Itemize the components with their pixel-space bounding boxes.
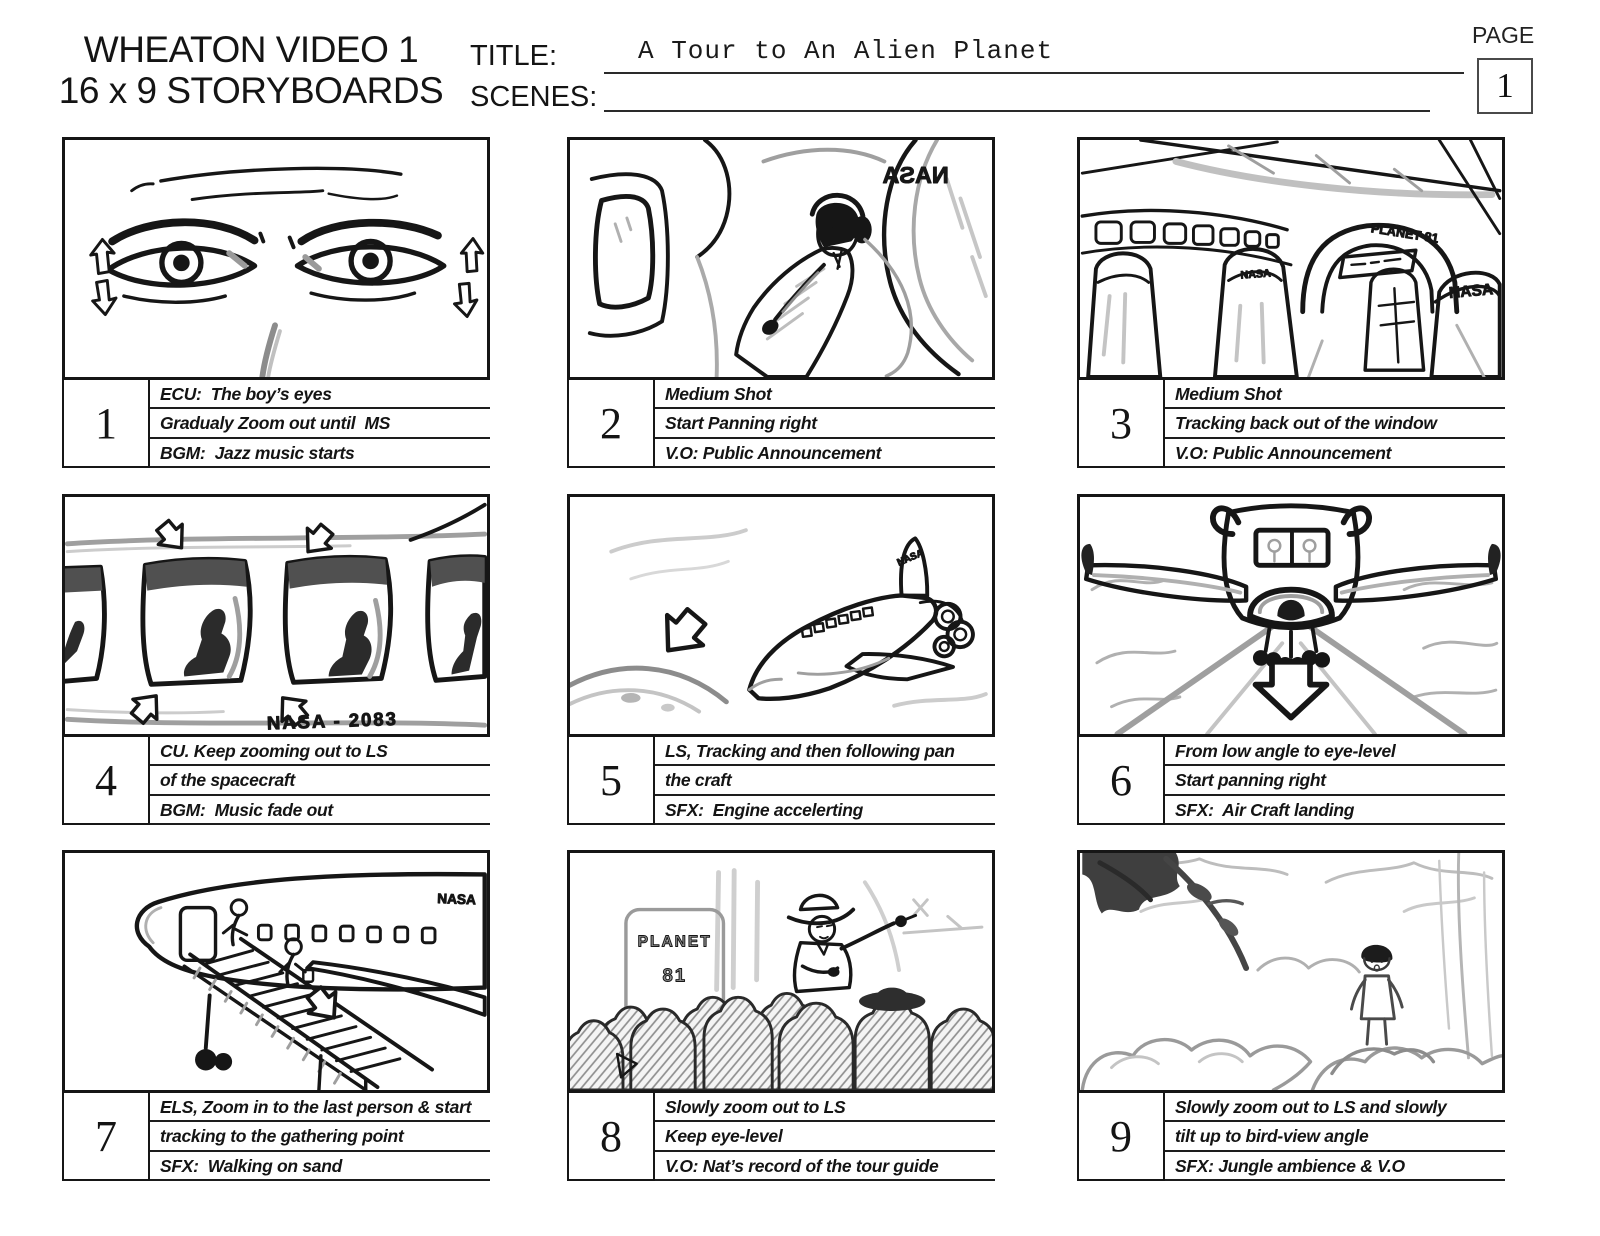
planet-arch-label: PLANET 81: [1369, 221, 1440, 246]
caption-line: Medium Shot: [1165, 380, 1505, 409]
panel-number: 1: [62, 380, 150, 468]
brand-line-2: 16 x 9 STORYBOARDS: [58, 69, 444, 111]
page-number-box: [1477, 58, 1533, 114]
sketch-frame-6: [1077, 494, 1505, 737]
scenes-label: SCENES:: [470, 81, 598, 113]
caption-line: Start panning right: [1165, 766, 1505, 795]
caption-2: [567, 380, 995, 468]
caption-line: V.O: Public Announcement: [655, 439, 995, 468]
hull-windows-sketch: [65, 497, 487, 734]
caption-line: Keep eye-level: [655, 1122, 995, 1151]
airstair-sketch: [65, 853, 487, 1090]
sketch-frame-8: [567, 850, 995, 1093]
caption-rows: [655, 737, 995, 825]
caption-line: V.O: Public Announcement: [1165, 439, 1505, 468]
panel-number: 8: [567, 1093, 655, 1181]
planet-sign-line1: PLANET: [637, 933, 712, 951]
caption-line: Start Panning right: [655, 409, 995, 438]
sketch-frame-2: [567, 137, 995, 380]
caption-7: [62, 1093, 490, 1181]
caption-line: Slowly zoom out to LS and slowly: [1165, 1093, 1505, 1122]
caption-line: of the spacecraft: [150, 766, 490, 795]
storyboard-panel-2: [567, 137, 995, 468]
panel-number: 3: [1077, 380, 1165, 468]
caption-line: tracking to the gathering point: [150, 1122, 490, 1151]
storyboard-panel-8: [567, 850, 995, 1181]
caption-line: Medium Shot: [655, 380, 995, 409]
caption-8: [567, 1093, 995, 1181]
caption-line: V.O: Nat’s record of the tour guide: [655, 1152, 995, 1181]
storyboard-panel-9: [1077, 850, 1505, 1181]
caption-5: [567, 737, 995, 825]
crowd-drawing: [570, 871, 992, 1090]
airstair-drawing: [137, 874, 485, 1090]
caption-line: SFX: Engine accelerting: [655, 796, 995, 825]
sketch-frame-4: [62, 494, 490, 737]
caption-line: ELS, Zoom in to the last person & start: [150, 1093, 490, 1122]
hull-drawing: [65, 505, 485, 734]
shuttle-body: [732, 532, 978, 703]
cabin-seat-drawing: [590, 140, 986, 377]
title-line: A Tour to An Alien Planet: [604, 36, 1464, 74]
boy-figure: [1351, 945, 1402, 1044]
cabin-windows: [1096, 222, 1278, 247]
caption-line: tilt up to bird-view angle: [1165, 1122, 1505, 1151]
title-label: TITLE:: [470, 40, 558, 72]
sketch-frame-1: [62, 137, 490, 380]
eyes-drawing: [91, 168, 483, 377]
panel-number: 5: [567, 737, 655, 825]
tour-guide-crowd-sketch: [570, 853, 992, 1090]
panel-number: 9: [1077, 1093, 1165, 1181]
shuttle-flight-sketch: [570, 497, 992, 734]
caption-line: SFX: Jungle ambience & V.O: [1165, 1152, 1505, 1181]
page-label: PAGE: [1472, 22, 1535, 48]
fuselage-windows: [258, 925, 435, 943]
wall-nasa-label: NASA: [1448, 281, 1494, 302]
fuselage-nasa-label: NASA: [437, 891, 477, 908]
scenes-line: [604, 78, 1430, 112]
caption-6: [1077, 737, 1505, 825]
caption-rows: [1165, 737, 1505, 825]
storyboard-panel-7: [62, 850, 490, 1181]
aircraft-landing-sketch: [1080, 497, 1502, 734]
panel-number: 6: [1077, 737, 1165, 825]
planet-sign-line2: 81: [662, 964, 687, 986]
caption-9: [1077, 1093, 1505, 1181]
caption-line: Tracking back out of the window: [1165, 409, 1505, 438]
sketch-frame-5: [567, 494, 995, 737]
nasa-mirrored-label: NASA: [882, 161, 949, 188]
panel-number: 4: [62, 737, 150, 825]
seat-nasa-label: NASA: [1240, 267, 1272, 282]
brand-line-1: WHEATON VIDEO 1: [83, 29, 419, 70]
caption-line: ECU: The boy’s eyes: [150, 380, 490, 409]
caption-line: the craft: [655, 766, 995, 795]
page-number: 1: [1496, 66, 1514, 105]
caption-4: [62, 737, 490, 825]
storyboard-panel-5: [567, 494, 995, 825]
nasa-2083-label: NASA - 2083: [266, 707, 399, 734]
cabin-interior-sketch: [1080, 140, 1502, 377]
caption-rows: [1165, 1093, 1505, 1181]
tour-guide-figure: [789, 895, 916, 991]
caption-line: CU. Keep zooming out to LS: [150, 737, 490, 766]
boy-eyes-sketch: [65, 140, 487, 377]
jungle-drawing: [1082, 853, 1501, 1090]
sketch-frame-9: [1077, 850, 1505, 1093]
panel-number: 7: [62, 1093, 150, 1181]
caption-line: BGM: Jazz music starts: [150, 439, 490, 468]
caption-line: SFX: Walking on sand: [150, 1152, 490, 1181]
jungle-boy-sketch: [1080, 853, 1502, 1090]
caption-line: Gradualy Zoom out until MS: [150, 409, 490, 438]
caption-3: [1077, 380, 1505, 468]
storyboard-panel-4: [62, 494, 490, 825]
cabin-drawing: [1082, 140, 1499, 377]
tail-nasa-label: NASA: [895, 547, 926, 569]
crowd-silhouettes: [570, 993, 992, 1090]
caption-rows: [150, 380, 490, 468]
brand-block: [36, 30, 466, 111]
caption-line: Slowly zoom out to LS: [655, 1093, 995, 1122]
caption-1: [62, 380, 490, 468]
caption-line: SFX: Air Craft landing: [1165, 796, 1505, 825]
shuttle-drawing: [570, 530, 986, 711]
caption-rows: [655, 380, 995, 468]
caption-line: LS, Tracking and then following pan: [655, 737, 995, 766]
caption-line: From low angle to eye-level: [1165, 737, 1505, 766]
pan-direction-arrow: [650, 602, 714, 666]
caption-rows: [655, 1093, 995, 1181]
sketch-frame-3: [1077, 137, 1505, 380]
caption-rows: [1165, 380, 1505, 468]
caption-line: BGM: Music fade out: [150, 796, 490, 825]
caption-rows: [150, 1093, 490, 1181]
camera-move-arrow: [1255, 662, 1326, 718]
caption-rows: [150, 737, 490, 825]
panel-number: 2: [567, 380, 655, 468]
aircraft-drawing: [1081, 506, 1500, 734]
storyboard-panel-6: [1077, 494, 1505, 825]
sketch-frame-7: [62, 850, 490, 1093]
storyboard-panel-3: [1077, 137, 1505, 468]
storyboard-panel-1: [62, 137, 490, 468]
boy-in-seat-sketch: [570, 140, 992, 377]
